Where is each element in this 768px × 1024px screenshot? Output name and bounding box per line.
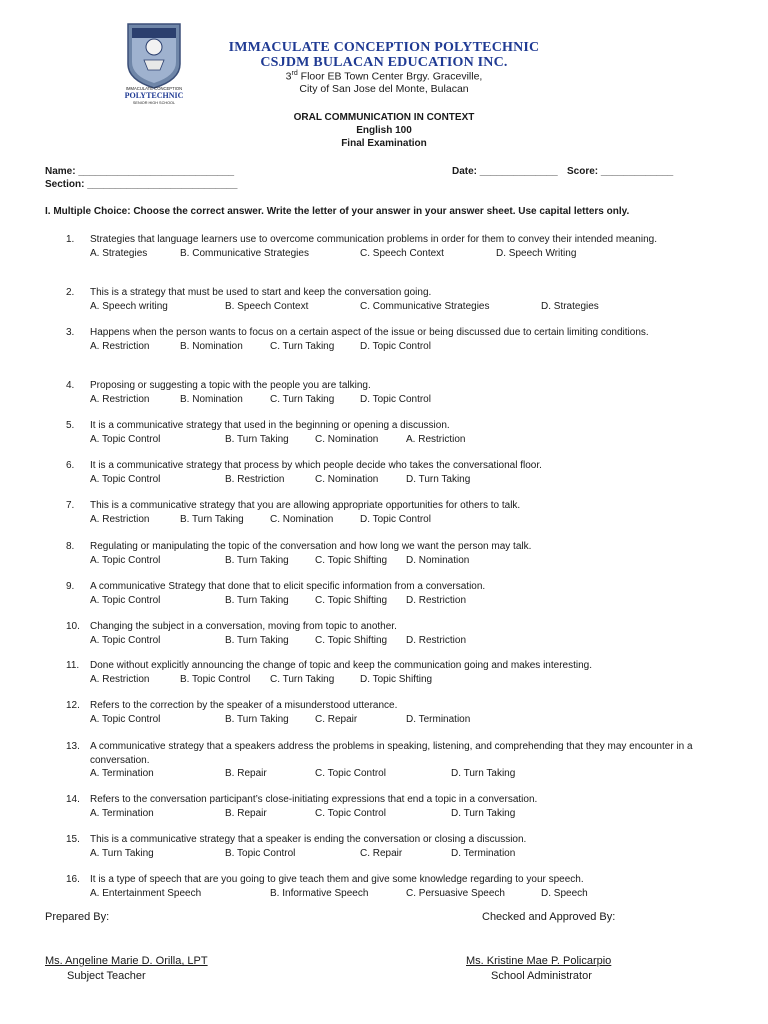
prepared-by-label: Prepared By:: [45, 911, 110, 923]
address-floor-rest: Floor EB Town Center Brgy. Graceville,: [297, 70, 483, 83]
answer-option: C. Nomination: [315, 473, 379, 485]
question-number: 1.: [66, 234, 75, 245]
question-options: [90, 807, 726, 821]
answer-option: D. Nomination: [406, 554, 470, 566]
question-item: [66, 580, 726, 608]
question-options: [90, 300, 726, 314]
question-stem: It is a communicative strategy that used in the beginning or opening a discussion.: [90, 420, 450, 431]
answer-option: B. Turn Taking: [180, 513, 244, 525]
answer-option: B. Nomination: [180, 340, 243, 352]
answer-option: B. Topic Control: [225, 847, 296, 859]
question-options: [90, 673, 726, 687]
address-line2: City of San Jose del Monte, Bulacan: [299, 83, 469, 95]
answer-option: C. Nomination: [270, 513, 334, 525]
score-field[interactable]: Score: _____________: [567, 166, 674, 177]
instructions: I. Multiple Choice: Choose the correct answer. Write the letter of your answer in your answer sheet. Use capital letters only.: [45, 206, 630, 217]
exam-course: English 100: [356, 125, 412, 136]
answer-option: D. Turn Taking: [451, 807, 516, 819]
answer-option: A. Speech writing: [90, 300, 168, 312]
question-stem: It is a type of speech that are you going to give teach them and give some knowledge regarding to your speech.: [90, 874, 584, 885]
question-number: 14.: [66, 794, 80, 805]
question-stem: Refers to the conversation participant’s close-initiating expressions that end a topic in a conversation.: [90, 794, 538, 805]
question-stem: It is a communicative strategy that process by which people decide who takes the conversational floor.: [90, 460, 542, 471]
question-item: [66, 499, 726, 527]
answer-option: A. Termination: [90, 807, 154, 819]
answer-option: B. Speech Context: [225, 300, 309, 312]
answer-option: A. Topic Control: [90, 554, 161, 566]
school-logo: [108, 20, 200, 106]
answer-option: D. Speech Writing: [496, 247, 577, 259]
name-field[interactable]: Name: ____________________________: [45, 166, 235, 177]
answer-option: C. Communicative Strategies: [360, 300, 490, 312]
svg-text:POLYTECHNIC: POLYTECHNIC: [124, 91, 184, 100]
question-item: [66, 419, 726, 447]
question-item: [66, 540, 726, 568]
address-floor-suffix: rd: [291, 70, 298, 77]
answer-option: D. Turn Taking: [406, 473, 471, 485]
question-options: [90, 767, 726, 781]
question-number: 10.: [66, 621, 80, 632]
question-stem: Regulating or manipulating the topic of the conversation and how long we want the person may talk.: [90, 541, 532, 552]
answer-option: A. Restriction: [90, 340, 150, 352]
teacher-role: Subject Teacher: [67, 970, 146, 982]
answer-option: C. Turn Taking: [270, 393, 335, 405]
question-options: [90, 247, 726, 261]
answer-option: C. Topic Shifting: [315, 634, 388, 646]
answer-option: A. Entertainment Speech: [90, 887, 202, 899]
answer-option: A. Restriction: [406, 433, 466, 445]
question-options: [90, 634, 726, 648]
question-options: [90, 847, 726, 861]
question-item: [66, 740, 726, 781]
svg-text:SENIOR HIGH SCHOOL: SENIOR HIGH SCHOOL: [132, 101, 176, 105]
question-options: [90, 513, 726, 527]
answer-option: A. Topic Control: [90, 713, 161, 725]
teacher-name: Ms. Angeline Marie D. Orilla, LPT: [45, 955, 208, 967]
answer-option: C. Topic Control: [315, 768, 386, 779]
question-options: [90, 887, 726, 901]
answer-option: A. Topic Control: [90, 594, 161, 606]
answer-option: D. Topic Control: [360, 513, 431, 525]
answer-option: B. Communicative Strategies: [180, 247, 309, 259]
question-stem: A communicative Strategy that done that to elicit specific information from a conversation.: [90, 581, 486, 592]
question-item: [66, 326, 726, 354]
question-number: 16.: [66, 874, 80, 885]
question-item: [66, 620, 726, 648]
answer-option: D. Restriction: [406, 594, 467, 606]
question-item: [66, 699, 726, 727]
answer-option: D. Speech: [541, 887, 588, 899]
question-stem: Changing the subject in a conversation, moving from topic to another.: [90, 621, 397, 632]
answer-option: B. Nomination: [180, 393, 243, 405]
answer-option: B. Restriction: [225, 473, 285, 485]
answer-option: D. Strategies: [541, 300, 599, 312]
exam-subject: ORAL COMMUNICATION IN CONTEXT: [293, 112, 475, 123]
checked-by-label: Checked and Approved By:: [482, 911, 616, 923]
answer-option: C. Turn Taking: [270, 673, 335, 685]
school-name-line1: IMMACULATE CONCEPTION POLYTECHNIC: [228, 40, 540, 55]
answer-option: C. Repair: [315, 713, 358, 725]
question-item: [66, 459, 726, 487]
question-stem: Strategies that language learners use to overcome communication problems in order for them to convey their intended meaning.: [90, 234, 657, 245]
question-number: 3.: [66, 327, 75, 338]
question-number: 4.: [66, 380, 75, 391]
question-stem: This is a communicative strategy that a speaker is ending the conversation or closing a discussion.: [90, 834, 527, 845]
section-field[interactable]: Section: ___________________________: [45, 179, 238, 190]
answer-option: C. Persuasive Speech: [406, 887, 505, 899]
answer-option: B. Repair: [225, 807, 267, 819]
question-options: [90, 594, 726, 608]
admin-name: Ms. Kristine Mae P. Policarpio: [466, 955, 612, 967]
answer-option: A. Topic Control: [90, 634, 161, 646]
question-number: 5.: [66, 420, 75, 431]
answer-option: D. Topic Control: [360, 340, 431, 352]
answer-option: A. Restriction: [90, 393, 150, 405]
answer-option: C. Turn Taking: [270, 340, 335, 352]
answer-option: C. Topic Shifting: [315, 554, 388, 566]
answer-option: D. Termination: [451, 847, 516, 859]
question-options: [90, 554, 726, 568]
question-number: 6.: [66, 460, 75, 471]
question-number: 9.: [66, 581, 75, 592]
answer-option: A. Turn Taking: [90, 847, 154, 859]
answer-option: D. Restriction: [406, 634, 467, 646]
question-options: [90, 393, 726, 407]
question-number: 11.: [66, 660, 80, 671]
question-stem: Done without explicitly announcing the change of topic and keep the communication going and makes interesting.: [90, 660, 592, 671]
answer-option: C. Speech Context: [360, 247, 444, 259]
svg-text:IMMACULATE CONCEPTION: IMMACULATE CONCEPTION: [125, 86, 183, 91]
answer-option: B. Turn Taking: [225, 594, 289, 606]
question-item: [66, 659, 726, 687]
school-name-line2: CSJDM BULACAN EDUCATION INC.: [260, 55, 508, 70]
answer-option: B. Topic Control: [180, 673, 251, 685]
question-number: 15.: [66, 834, 80, 845]
question-item: [66, 873, 726, 901]
question-stem: Happens when the person wants to focus on a certain aspect of the issue or being discussed due to certain limiting conditions.: [90, 327, 649, 338]
question-number: 13.: [66, 741, 80, 752]
answer-option: C. Topic Shifting: [315, 594, 388, 606]
exam-type: Final Examination: [341, 138, 427, 149]
question-item: [66, 379, 726, 407]
question-stem: A communicative strategy that a speakers address the problems in speaking, listening, and comprehending that they may encounter in a conversation.: [90, 741, 693, 766]
question-options: [90, 473, 726, 487]
date-field[interactable]: Date: ______________: [452, 166, 558, 177]
answer-option: C. Topic Control: [315, 807, 386, 819]
answer-option: B. Turn Taking: [225, 634, 289, 646]
answer-option: D. Topic Shifting: [360, 673, 433, 685]
admin-role: School Administrator: [491, 970, 592, 982]
question-item: [66, 793, 726, 821]
address-line1: [200, 70, 568, 83]
answer-option: B. Informative Speech: [270, 887, 369, 899]
question-stem: Proposing or suggesting a topic with the people you are talking.: [90, 380, 371, 391]
answer-option: A. Topic Control: [90, 433, 161, 445]
question-item: [66, 833, 726, 861]
question-stem: This is a strategy that must be used to start and keep the conversation going.: [90, 287, 432, 298]
answer-option: A. Restriction: [90, 513, 150, 525]
answer-option: A. Restriction: [90, 673, 150, 685]
question-options: [90, 433, 726, 447]
question-number: 8.: [66, 541, 75, 552]
answer-option: C. Repair: [360, 847, 403, 859]
question-options: [90, 340, 726, 354]
answer-option: B. Repair: [225, 768, 267, 779]
answer-option: A. Termination: [90, 768, 154, 779]
answer-option: D. Termination: [406, 713, 471, 725]
answer-option: C. Nomination: [315, 433, 379, 445]
question-stem: Refers to the correction by the speaker of a misunderstood utterance.: [90, 700, 398, 711]
answer-option: A. Strategies: [90, 247, 148, 259]
question-item: [66, 286, 726, 314]
answer-option: B. Turn Taking: [225, 713, 289, 725]
question-number: 7.: [66, 500, 75, 511]
address-floor-number: 3: [285, 70, 292, 83]
answer-option: D. Topic Control: [360, 393, 431, 405]
answer-option: B. Turn Taking: [225, 554, 289, 566]
question-number: 12.: [66, 700, 80, 711]
question-item: [66, 233, 726, 261]
answer-option: D. Turn Taking: [451, 768, 516, 779]
question-options: [90, 713, 726, 727]
question-stem: This is a communicative strategy that you are allowing appropriate opportunities for others to talk.: [90, 500, 521, 511]
question-number: 2.: [66, 287, 75, 298]
answer-option: A. Topic Control: [90, 473, 161, 485]
answer-option: B. Turn Taking: [225, 433, 289, 445]
